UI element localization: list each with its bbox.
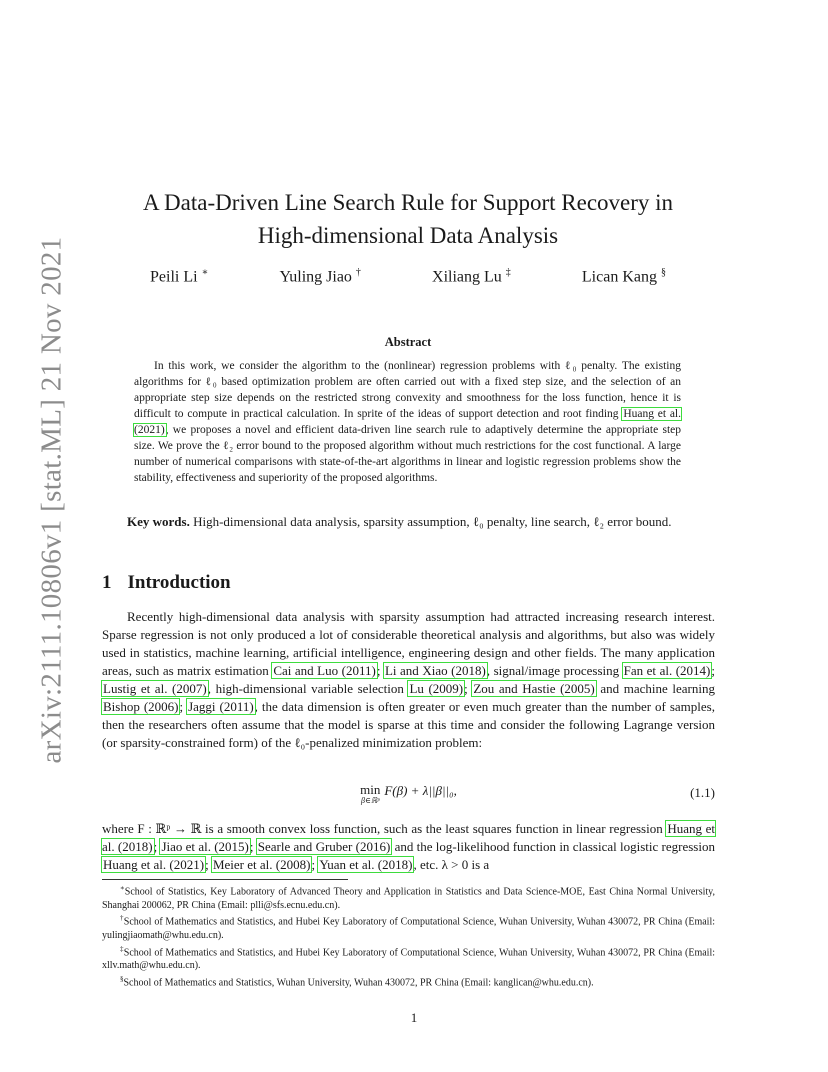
page-number: 1 xyxy=(410,1010,418,1025)
author-footnote-mark[interactable]: † xyxy=(355,267,361,278)
section-number: 1 xyxy=(102,572,112,593)
footnotes xyxy=(102,882,715,990)
text-run: ; xyxy=(464,681,473,696)
citation-link[interactable]: Zou and Hastie (2005) xyxy=(473,681,595,696)
footnote-text: School of Mathematics and Statistics, and Hubei Key Laboratory of Computational Science, Wuhan University, Wuhan 430072, PR China (Email: xllv.math@whu.edu.cn). xyxy=(102,946,716,972)
keywords-text: High-dimensional data analysis, sparsity assumption, ℓ₀ penalty, line search, ℓ₂ error bound. xyxy=(189,514,672,529)
footnote-mark: † xyxy=(120,914,124,923)
author xyxy=(150,267,208,286)
text-run: , high-dimensional variable selection xyxy=(207,681,409,696)
footnote-mark: § xyxy=(120,974,124,983)
text-run: , the data dimension is often greater or even much greater than the number of samples, then the researchers often assume that the model is sparse at this time and consider the following Lagrange version (or sparsity-constrained form) of the ℓ₀-penalized minimization problem: xyxy=(102,699,715,750)
keywords-label: Key words. xyxy=(127,514,190,529)
text-run: ; xyxy=(711,663,716,678)
section-heading xyxy=(102,572,231,594)
abstract-part-1: In this work, we consider the algorithm to the (nonlinear) regression problems with ℓ₀ penalty. The existing algorithms for ℓ₀ based optimization problem are often carried out with a fixed step size, and the selection of an appropriate step size depends on the restricted strong convexity and smoothness for the loss function, hence it is difficult to compute in practical calculation. In sprite of the ideas of support detection and root finding xyxy=(134,360,681,420)
citation-link[interactable]: Jiao et al. (2015) xyxy=(161,839,249,854)
min-subscript: β∈ℝᵖ xyxy=(360,796,380,805)
keywords xyxy=(102,513,715,531)
footnote xyxy=(102,912,715,942)
author-list xyxy=(150,267,666,286)
continuation-paragraph xyxy=(102,820,715,874)
abstract-text xyxy=(134,358,681,486)
text-run: and the log-likelihood function in classical logistic regression xyxy=(391,839,715,854)
footnote-text: School of Mathematics and Statistics, Wuhan University, Wuhan 430072, PR China (Email: kanglican@whu.edu.cn). xyxy=(123,977,594,989)
author xyxy=(582,267,666,286)
citation-link[interactable]: Huang et al. (2018) xyxy=(102,821,715,854)
title-line-2: High-dimensional Data Analysis xyxy=(257,223,559,248)
abstract-part-2: , we proposes a novel and efficient data-driven line search rule to adaptively determine the appropriate step size. We prove the ℓ₂ error bound to the proposed algorithm without much restrictions for the cost functional. A large number of numerical comparisons with state-of-the-art algorithms in linear and logistic regression problems show the stability, effectiveness and superiority of the proposed algorithms. xyxy=(134,424,681,484)
min-label: min xyxy=(360,782,381,797)
author-name: Peili Li xyxy=(150,268,198,286)
citation-link[interactable]: Yuan et al. (2018) xyxy=(319,857,413,872)
footnote xyxy=(102,943,715,973)
citation-link[interactable]: Jaggi (2011) xyxy=(188,699,254,714)
footnote-mark: ‡ xyxy=(120,944,124,953)
citation-link[interactable]: Lustig et al. (2007) xyxy=(103,681,207,696)
footnote-text: School of Statistics, Key Laboratory of Advanced Theory and Application in Statistics and Data Science-MOE, East China Normal University, Shanghai 200062, PR China (Email: plli@sfs.ecnu.edu.cn). xyxy=(102,886,715,911)
author-footnote-mark[interactable]: ∗ xyxy=(201,267,209,278)
text-run: , etc. λ > 0 is a xyxy=(413,857,490,872)
text-run: , signal/image processing xyxy=(486,663,623,678)
footnote-mark: ∗ xyxy=(120,884,125,892)
citation-link[interactable]: Fan et al. (2014) xyxy=(623,663,711,678)
footnote-rule xyxy=(102,879,348,880)
text-run: and machine learning xyxy=(595,681,715,696)
intro-paragraph xyxy=(102,608,715,752)
title-line-1: A Data-Driven Line Search Rule for Support Recovery in xyxy=(142,190,674,215)
citation-link[interactable]: Huang et al. (2021) xyxy=(103,857,205,872)
citation-link[interactable]: Meier et al. (2008) xyxy=(212,857,311,872)
arxiv-stamp: arXiv:2111.10806v1 [stat.ML] 21 Nov 2021 xyxy=(35,236,68,764)
author xyxy=(279,267,360,286)
author xyxy=(432,267,511,286)
paper-title xyxy=(100,186,716,252)
footnote-text: School of Mathematics and Statistics, and Hubei Key Laboratory of Computational Science, Wuhan University, Wuhan 430072, PR China (Email: yulingjiaomath@whu.edu.cn). xyxy=(102,916,716,942)
citation-link[interactable]: Cai and Luo (2011) xyxy=(273,663,376,678)
equation-min-operator xyxy=(360,783,380,806)
text-run: ; xyxy=(153,839,161,854)
citation-link[interactable]: Li and Xiao (2018) xyxy=(384,663,486,678)
author-name: Xiliang Lu xyxy=(432,268,502,286)
equation-body xyxy=(102,783,715,806)
author-footnote-mark[interactable]: ‡ xyxy=(505,267,511,278)
text-run: ; xyxy=(311,857,319,872)
text-run: ; xyxy=(376,663,384,678)
footnote xyxy=(102,882,715,912)
abstract-heading: Abstract xyxy=(384,335,432,349)
text-run: Recently high-dimensional data analysis with sparsity assumption had attracted increasing research interest. Sparse regression is not only produced a lot of considerable theoretical analysis and algorithms, but also was widely used in statistics, machine learning, artificial intelligence, engineering design and other fields. The many application areas, such as matrix estimation xyxy=(102,609,715,678)
text-run: ; xyxy=(249,839,257,854)
author-footnote-mark[interactable]: § xyxy=(660,267,666,278)
author-name: Yuling Jiao xyxy=(279,268,352,286)
author-name: Lican Kang xyxy=(581,268,657,286)
section-title: Introduction xyxy=(127,572,231,593)
text-run: ; xyxy=(205,857,212,872)
text-run: where F : ℝᵖ → ℝ is a smooth convex loss function, such as the least squares function in linear regression xyxy=(102,821,667,836)
equation-number: (1.1) xyxy=(690,785,715,800)
citation-link[interactable]: Lu (2009) xyxy=(409,681,464,696)
citation-link[interactable]: Bishop (2006) xyxy=(103,699,179,714)
footnote xyxy=(102,973,715,990)
equation-expression: F(β) + λ||β||₀, xyxy=(384,783,457,798)
equation-1-1 xyxy=(102,783,715,809)
citation-link[interactable]: Huang et al. (2021) xyxy=(134,408,681,436)
citation-link[interactable]: Searle and Gruber (2016) xyxy=(257,839,391,854)
text-run: ; xyxy=(179,699,188,714)
